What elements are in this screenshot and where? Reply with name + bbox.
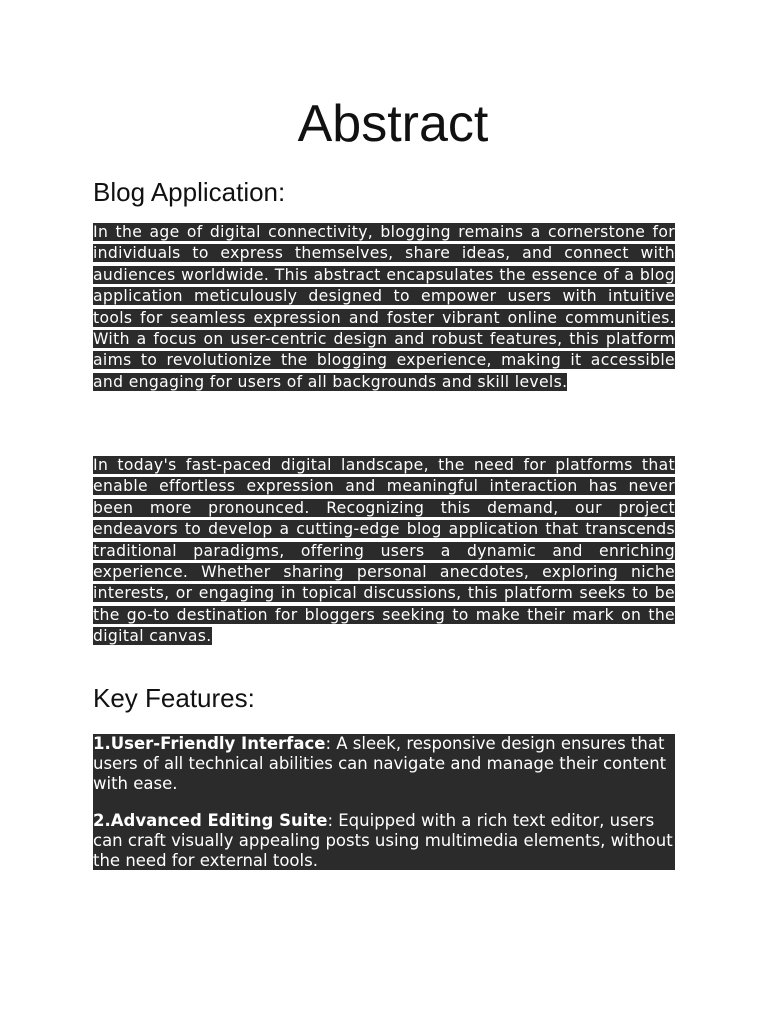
feature-name: 1.User-Friendly Interface xyxy=(93,734,326,753)
abstract-paragraph-1 xyxy=(93,222,675,393)
highlighted-text: In the age of digital connectivity, blogging remains a cornerstone for individuals to express themselves, share ideas, and connect with audiences worldwide. This abstract encapsulates the essence of a blog application meticulously designed to empower users with intuitive tools for seamless expression and foster vibrant online communities. With a focus on user-centric design and robust features, this platform aims to revolutionize the blogging experience, making it accessible and engaging for users of all backgrounds and skill levels. xyxy=(93,223,675,391)
feature-description: : A sleek, responsive design ensures that users of all technical abilities can navigate and manage their content with ease. xyxy=(93,734,667,793)
document-title: Abstract xyxy=(297,95,489,153)
section-heading-key-features: Key Features: xyxy=(93,683,255,713)
feature-name: 2.Advanced Editing Suite xyxy=(93,811,328,830)
key-features-box xyxy=(93,734,675,870)
abstract-paragraph-2 xyxy=(93,455,675,648)
highlighted-text: In today's fast-paced digital landscape, the need for platforms that enable effortless expression and meaningful interaction has never been more pronounced. Recognizing this demand, our project endeavors to develop a cutting-edge blog application that transcends traditional paradigms, offering users a dynamic and enriching experience. Whether sharing personal anecdotes, exploring niche interests, or engaging in topical discussions, this platform seeks to be the go-to destination for bloggers seeking to make their mark on the digital canvas. xyxy=(93,456,675,646)
section-heading-blog-application: Blog Application: xyxy=(93,177,286,207)
feature-item xyxy=(93,734,675,794)
feature-item xyxy=(93,811,675,871)
feature-description: : Equipped with a rich text editor, users can craft visually appealing posts using multimedia elements, without the need for external tools. xyxy=(93,811,673,870)
